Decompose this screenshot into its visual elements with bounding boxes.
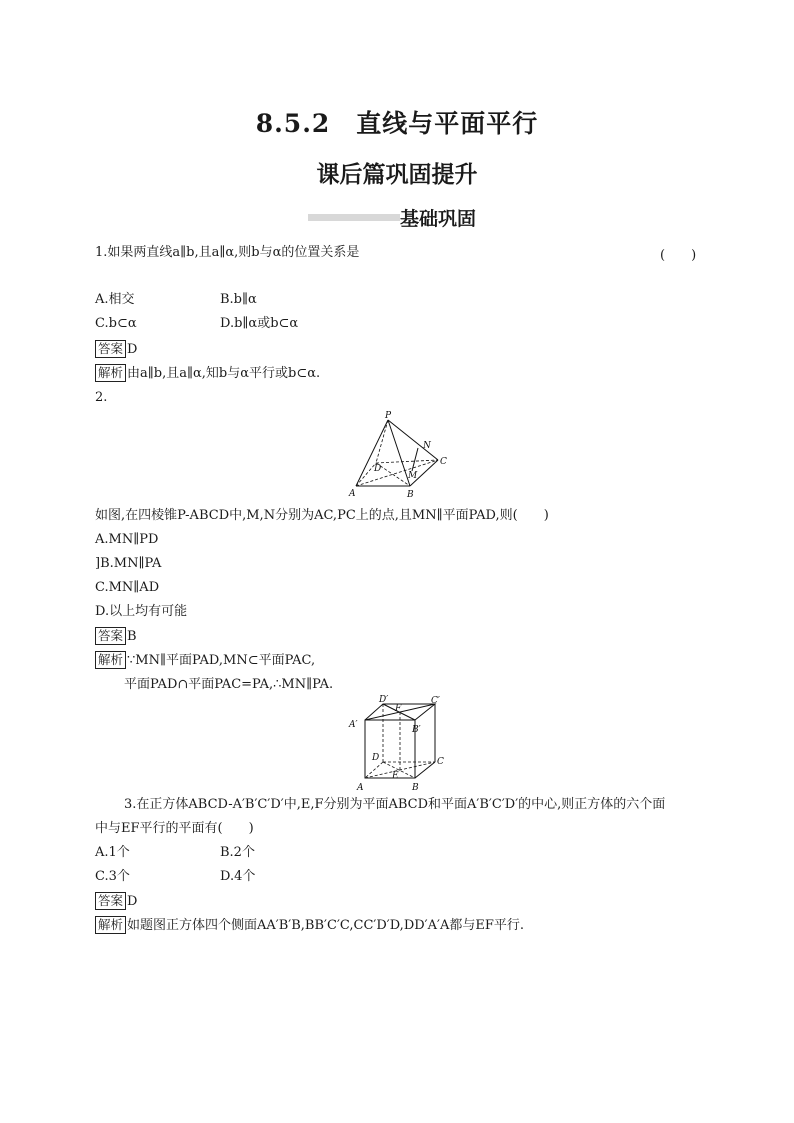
q2-answer: B bbox=[127, 629, 137, 644]
q3-analysis: 如题图正方体四个侧面AA′B′B,BB′C′C,CC′D′D,DD′A′A都与EF平行. bbox=[127, 918, 524, 933]
label-a: A bbox=[357, 783, 364, 793]
q1-analysis-row bbox=[95, 364, 320, 383]
label-d: D bbox=[372, 753, 380, 763]
q1-option-c: C.b⊂α bbox=[95, 316, 137, 331]
analysis-tag: 解析 bbox=[95, 364, 126, 382]
q2-option-a: A.MN∥PD bbox=[95, 532, 159, 547]
label-p: P bbox=[385, 411, 392, 421]
q2-number: 2. bbox=[95, 390, 108, 405]
section-heading: 基础巩固 bbox=[400, 208, 477, 230]
q2-option-b: ]B.MN∥PA bbox=[95, 556, 162, 571]
q1-option-a: A.相交 bbox=[95, 292, 135, 307]
q2-option-d: D.以上均有可能 bbox=[95, 604, 188, 619]
q2-analysis-row bbox=[95, 651, 315, 670]
q2-stem: 如图,在四棱锥P-ABCD中,M,N分别为AC,PC上的点,且MN∥平面PAD,则( ) bbox=[95, 508, 549, 523]
q3-option-b: B.2个 bbox=[220, 845, 255, 860]
q1-answer-row bbox=[95, 340, 137, 359]
q3-analysis-row bbox=[95, 916, 524, 935]
label-a-prime: A′ bbox=[349, 720, 358, 730]
page-subtitle: 课后篇巩固提升 bbox=[316, 161, 478, 188]
answer-tag: 答案 bbox=[95, 340, 126, 358]
q3-answer-row bbox=[95, 892, 137, 911]
q1-stem: 1.如果两直线a∥b,且a∥α,则b与α的位置关系是 bbox=[95, 245, 360, 260]
q2-analysis-line1: ∵MN∥平面PAD,MN⊂平面PAC, bbox=[127, 653, 316, 668]
q2-option-c: C.MN∥AD bbox=[95, 580, 160, 595]
label-d: D bbox=[374, 464, 382, 474]
q1-option-b: B.b∥α bbox=[220, 292, 257, 307]
q2-answer-row bbox=[95, 627, 137, 646]
q1-paren: ( ) bbox=[660, 248, 697, 263]
q3-option-c: C.3个 bbox=[95, 869, 130, 884]
label-e: E bbox=[392, 771, 399, 781]
label-c: C bbox=[437, 757, 444, 767]
q3-option-d: D.4个 bbox=[220, 869, 256, 884]
label-f: F bbox=[395, 704, 402, 714]
answer-tag: 答案 bbox=[95, 892, 126, 910]
cube-figure bbox=[345, 694, 455, 794]
q3-answer: D bbox=[127, 894, 138, 909]
q3-option-a: A.1个 bbox=[95, 845, 130, 860]
label-c: C bbox=[440, 457, 447, 467]
q2-analysis-line2: 平面PAD∩平面PAC=PA,∴MN∥PA. bbox=[124, 677, 334, 692]
label-a: A bbox=[349, 489, 356, 499]
q3-stem-line1: 3.在正方体ABCD-A′B′C′D′中,E,F分别为平面ABCD和平面A′B′C′D′的中心,则正方体的六个面 bbox=[124, 797, 666, 812]
label-m: M bbox=[408, 471, 418, 481]
section-decor-bar bbox=[308, 214, 400, 221]
label-b-prime: B′ bbox=[412, 725, 421, 735]
analysis-tag: 解析 bbox=[95, 651, 126, 669]
answer-tag: 答案 bbox=[95, 627, 126, 645]
q1-analysis: 由a∥b,且a∥α,知b与α平行或b⊂α. bbox=[127, 366, 321, 381]
label-b: B bbox=[412, 783, 419, 793]
q1-answer: D bbox=[127, 342, 138, 357]
q3-stem-line2: 中与EF平行的平面有( ) bbox=[95, 821, 254, 836]
label-b: B bbox=[407, 490, 414, 500]
label-c-prime: C′ bbox=[431, 696, 440, 706]
pyramid-figure bbox=[340, 408, 460, 504]
label-n: N bbox=[423, 441, 431, 451]
page-title: 8.5.2 直线与平面平行 bbox=[255, 109, 539, 138]
q1-option-d: D.b∥α或b⊂α bbox=[220, 316, 299, 331]
label-d-prime: D′ bbox=[379, 695, 389, 705]
analysis-tag: 解析 bbox=[95, 916, 126, 934]
